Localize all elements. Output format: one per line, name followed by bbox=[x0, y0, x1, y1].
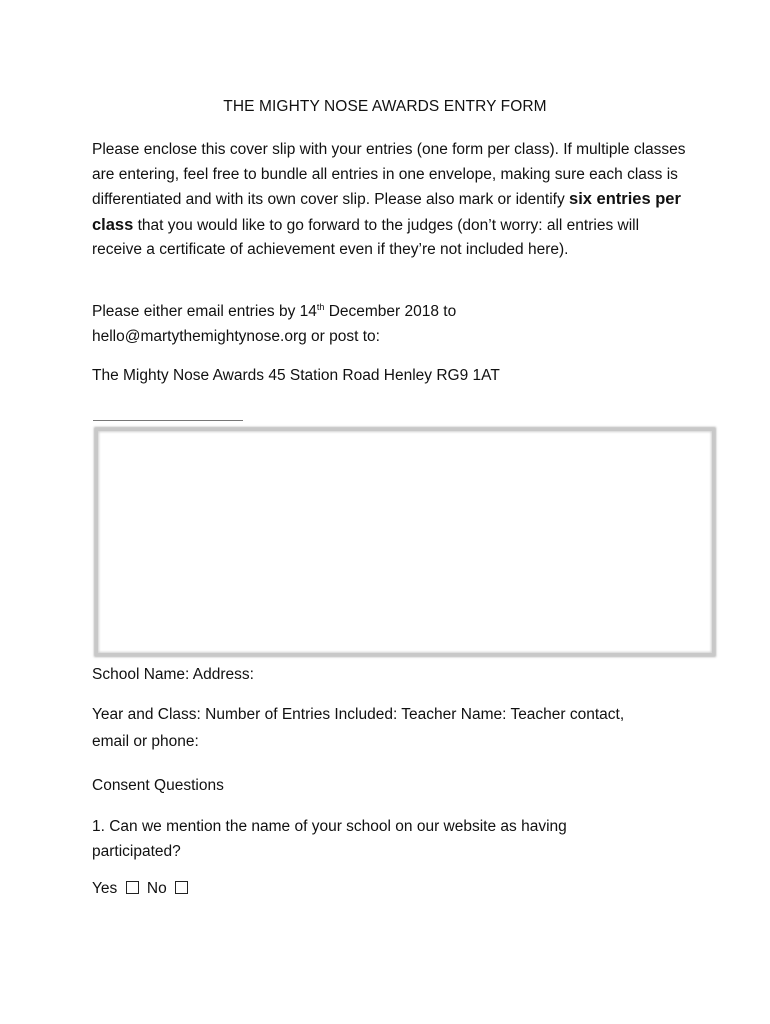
no-label: No bbox=[146, 880, 167, 897]
divider-rule bbox=[93, 420, 243, 421]
submission-suffix: December 2018 to bbox=[324, 303, 457, 320]
school-address-field: School Name: Address: bbox=[92, 666, 254, 683]
year-class-field-line1: Year and Class: Number of Entries Included: Teacher Name: Teacher contact, bbox=[92, 706, 625, 723]
yes-checkbox[interactable] bbox=[126, 881, 139, 894]
intro-text-part2: that you would like to go forward to the judges (don’t worry: all entries will receive a certificate of achievement even if they’re not included here). bbox=[92, 216, 640, 258]
year-class-field-line2: email or phone: bbox=[92, 733, 199, 750]
consent-answer-row bbox=[92, 880, 192, 898]
entry-details-box[interactable] bbox=[95, 428, 715, 656]
no-checkbox[interactable] bbox=[175, 881, 188, 894]
consent-question-1-line2: participated? bbox=[92, 843, 181, 860]
consent-heading: Consent Questions bbox=[92, 777, 224, 794]
submission-superscript: th bbox=[316, 301, 325, 312]
intro-bold-text: six entries per class bbox=[92, 190, 681, 234]
submission-paragraph bbox=[92, 300, 692, 349]
submission-prefix: Please either email entries by 14 bbox=[92, 303, 317, 320]
intro-paragraph bbox=[92, 138, 692, 263]
submission-email-line[interactable]: hello@martythemightynose.org or post to: bbox=[92, 327, 380, 345]
postal-address: The Mighty Nose Awards 45 Station Road Henley RG9 1AT bbox=[92, 367, 500, 384]
intro-text-part1: Please enclose this cover slip with your entries (one form per class). If multiple classes are entering, feel free to bundle all entries in one envelope, making sure each class is differentiated and with its own cover slip. Please also mark or identify bbox=[92, 141, 686, 208]
consent-question-1-line1: 1. Can we mention the name of your school on our website as having bbox=[92, 818, 567, 835]
yes-label: Yes bbox=[92, 880, 118, 897]
form-title: THE MIGHTY NOSE AWARDS ENTRY FORM bbox=[223, 98, 547, 115]
